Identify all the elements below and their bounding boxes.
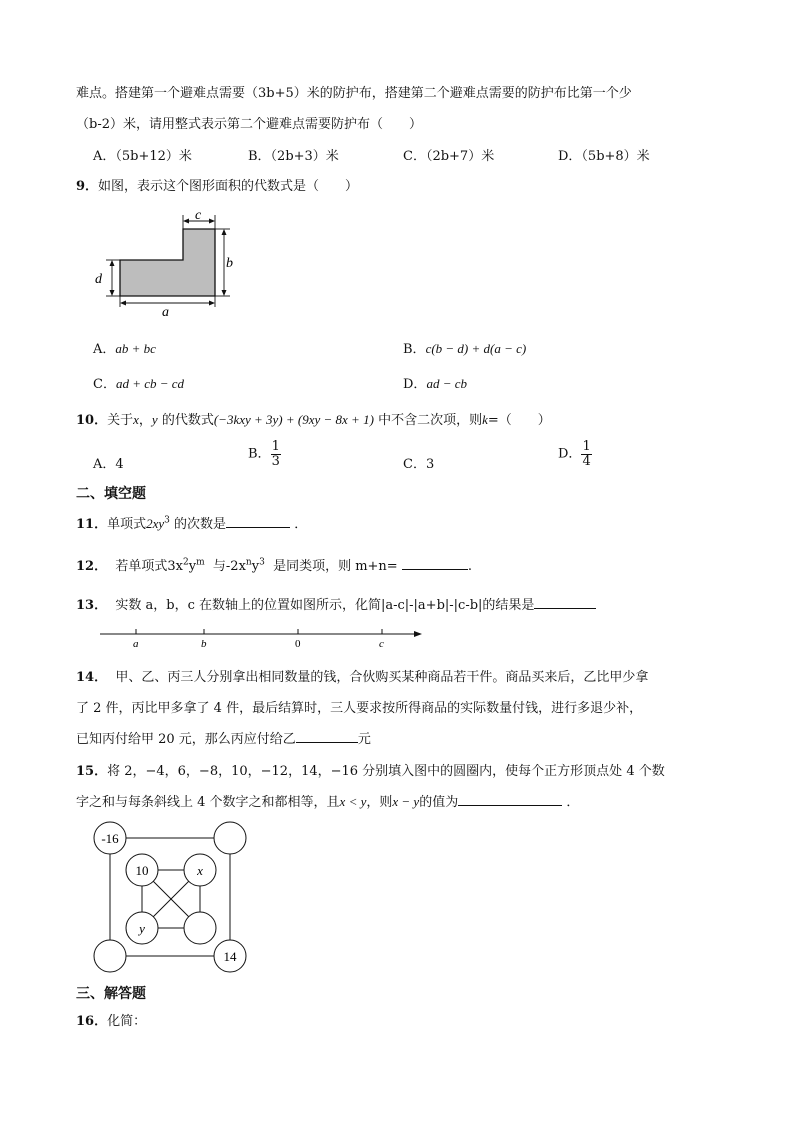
q9-option-b: B．c(b − d) + d(a − c) [403, 341, 527, 357]
q16: 16．化简： [76, 1014, 147, 1029]
lshape-region [120, 229, 215, 296]
q14-line2: 了 2 件，丙比甲多拿了 4 件，最后结算时，三人要求按所得商品的实际数量付钱，进行多退少补， [76, 701, 643, 716]
circle-label-x: x [197, 863, 203, 878]
q12-answer-blank[interactable] [402, 557, 468, 570]
q9-stem [76, 175, 358, 194]
circle-inner-br [184, 912, 216, 944]
q12: 12． 若单项式$3x^2y^m$ 与$-2x^ny^3$ 是同类项，则 m+n= . [76, 557, 472, 574]
circle-outer-tr [214, 822, 246, 854]
label-a: a [162, 305, 169, 320]
q9-text: 如图，表示这个图形面积的代数式是（ ） [98, 179, 359, 194]
q10-option-c: C．3 [403, 457, 435, 472]
q9-option-d: D．ad − cb [403, 376, 467, 392]
q9-option-c: C．ad + cb − cd [93, 376, 185, 392]
q8-line1: 难点。搭建第一个避难点需要（3b+5）米的防护布，搭建第二个避难点需要的防护布比第一个少 [76, 86, 632, 101]
label-c: c [195, 208, 202, 223]
section-fill-in-heading: 二、填空题 [76, 486, 146, 502]
axis-label-a: a [133, 638, 139, 650]
q11: 11．单项式$2xy^3$ 的次数是 ． [76, 515, 308, 532]
circle-label-10: 10 [135, 863, 149, 878]
q8-option-d: D．（5b+8）米 [558, 149, 650, 164]
section-answer-heading: 三、解答题 [76, 986, 146, 1002]
axis-label-zero: 0 [295, 638, 301, 650]
q14-line3: 已知丙付给甲 20 元，那么丙应付给乙 元 [76, 732, 371, 747]
circle-label-y: y [139, 921, 145, 936]
circle-outer-bl [94, 940, 126, 972]
q9-option-a: A．ab + bc [93, 341, 156, 357]
label-d: d [95, 272, 102, 287]
q15-line2: 字之和与每条斜线上 4 个数字之和都相等，且x < y，则x − y的值为 ． [76, 794, 580, 810]
q9-number: 9． [76, 179, 99, 194]
circle-label-neg16: -16 [101, 831, 119, 846]
q13: 13． 实数 a，b，c 在数轴上的位置如图所示，化简|a-c|-|a+b|-|c-b|的结果是 [76, 594, 596, 613]
q10-option-a: A．4 [93, 457, 124, 472]
q11-answer-blank[interactable] [226, 515, 290, 528]
q10-option-d: D． $\frac{1}{4}$ [558, 439, 591, 469]
q14-answer-blank[interactable] [296, 730, 358, 743]
q15-square-diagram [92, 820, 252, 975]
axis-label-c: c [379, 638, 384, 650]
q8-option-a: A．（5b+12）米 [93, 149, 192, 164]
q8-line2: （b-2）米，请用整式表示第二个避难点需要防护布（ ） [76, 117, 422, 132]
q8-option-b: B．（2b+3）米 [248, 149, 339, 164]
label-b: b [226, 256, 233, 271]
circle-label-14: 14 [223, 949, 237, 964]
q13-number-line [96, 624, 428, 650]
q13-answer-blank[interactable] [534, 596, 596, 609]
q15-line1: 15．将 2，−4，6，−8，10，−12，14，−16 分别填入图中的圆圈内，使每个正方形顶点处 4 个数 [76, 764, 665, 779]
q15-answer-blank[interactable] [458, 793, 562, 806]
axis-label-b: b [201, 638, 207, 650]
q10-option-b: B． $\frac{1}{3}$ [248, 439, 280, 469]
q9-lshape-figure [90, 203, 250, 321]
q10-expression: (−3kxy + 3y) + (9xy − 8x + 1) [213, 412, 374, 427]
q8-option-c: C．（2b+7）米 [403, 149, 495, 164]
q10-stem: 10．关于x，y 的代数式(−3kxy + 3y) + (9xy − 8x + 1) 中不含二次项，则k=（ ） [76, 412, 551, 428]
q14-line1: 14． 甲、乙、丙三人分别拿出相同数量的钱，合伙购买某种商品若干件。商品买来后，乙比甲少拿 [76, 670, 649, 685]
